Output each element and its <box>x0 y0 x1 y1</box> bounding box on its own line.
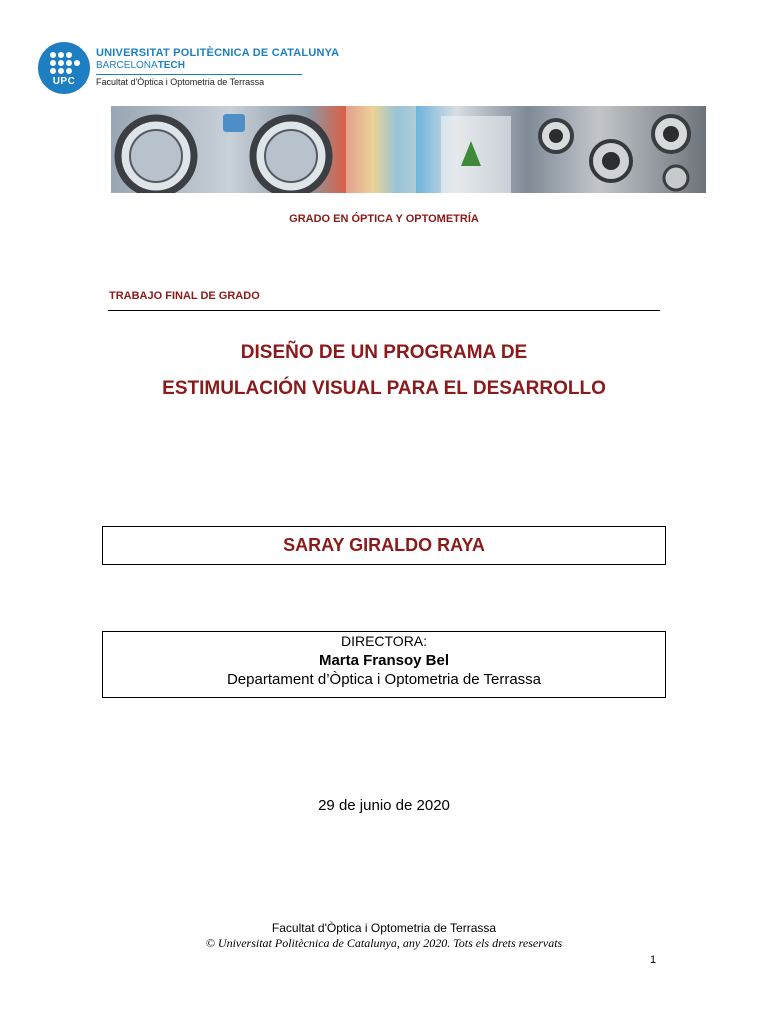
header-divider <box>96 74 302 75</box>
university-name: UNIVERSITAT POLITÈCNICA DE CATALUNYA <box>96 47 340 59</box>
upc-logo <box>38 42 90 94</box>
footer-copyright: © Universitat Politècnica de Catalunya, any 2020. Tots els drets reservats <box>205 936 563 950</box>
degree-program: GRADO EN ÓPTICA Y OPTOMETRÍA <box>289 213 479 225</box>
director-department: Departament d’Òptica i Optometria de Terrassa <box>226 671 542 688</box>
faculty-header: Facultat d'Òptica i Optometria de Terrassa <box>96 77 265 87</box>
footer-faculty: Facultat d'Òptica i Optometria de Terrassa <box>271 921 497 935</box>
author-name: SARAY GIRALDO RAYA <box>283 535 485 555</box>
director-box <box>102 631 666 698</box>
director-label: DIRECTORA: <box>340 633 428 649</box>
logo-text: UPC <box>52 76 76 87</box>
author-box <box>102 526 666 565</box>
university-subtitle-bold: TECH <box>157 60 185 71</box>
title-line-2: ESTIMULACIÓN VISUAL PARA EL DESARROLLO <box>162 378 606 399</box>
banner-graphic <box>111 106 706 193</box>
page-number: 1 <box>650 954 657 966</box>
university-subtitle-plain: BARCELONA <box>96 60 158 71</box>
document-type-divider <box>108 310 660 311</box>
university-subtitle <box>96 60 185 71</box>
banner-image <box>111 106 706 193</box>
document-type: TRABAJO FINAL DE GRADO <box>109 290 260 302</box>
director-name: Marta Fransoy Bel <box>318 652 450 669</box>
title-line-1: DISEÑO DE UN PROGRAMA DE <box>240 342 528 363</box>
submission-date: 29 de junio de 2020 <box>318 797 450 814</box>
